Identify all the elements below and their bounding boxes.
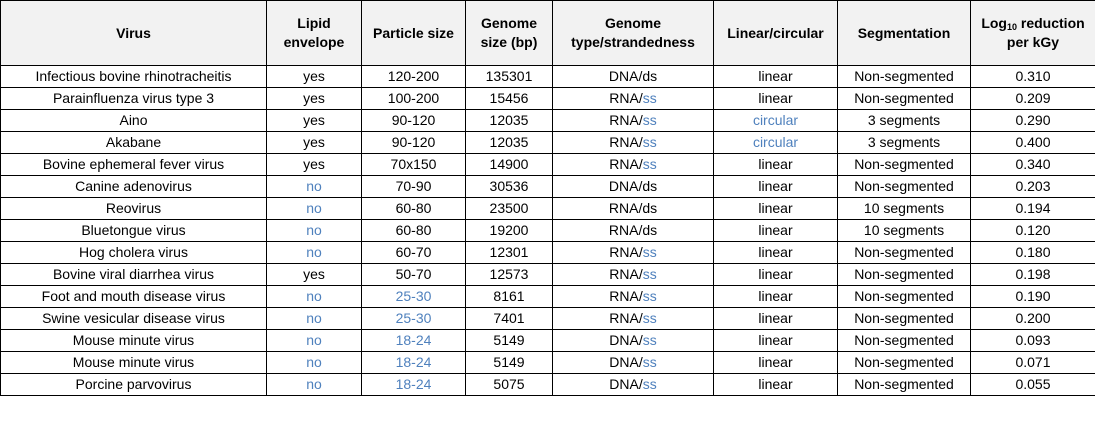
genome-type-text: DNA <box>609 332 639 348</box>
cell-log-reduction: 0.190 <box>971 286 1095 308</box>
cell-genome-type: RNA/ss <box>553 286 714 308</box>
cell-genome-size: 12035 <box>466 110 553 132</box>
table-row <box>1 264 1095 286</box>
cell-particle-size: 60-80 <box>362 220 466 242</box>
cell-lipid-envelope: no <box>267 330 362 352</box>
cell-linear-circular: linear <box>714 198 838 220</box>
cell-virus: Infectious bovine rhinotracheitis <box>1 66 267 88</box>
genome-type-text: RNA <box>609 266 639 282</box>
cell-segmentation: Non-segmented <box>838 66 971 88</box>
cell-virus: Bovine ephemeral fever virus <box>1 154 267 176</box>
cell-linear-circular: linear <box>714 330 838 352</box>
cell-genome-size: 19200 <box>466 220 553 242</box>
cell-genome-type: DNA/ds <box>553 66 714 88</box>
table-body <box>1 66 1095 396</box>
cell-virus: Porcine parvovirus <box>1 374 267 396</box>
cell-lipid-envelope: no <box>267 176 362 198</box>
cell-genome-type: RNA/ss <box>553 308 714 330</box>
cell-lipid-envelope: yes <box>267 110 362 132</box>
genome-type-text: DNA <box>609 354 639 370</box>
genome-type-text: RNA <box>608 200 639 216</box>
cell-virus: Foot and mouth disease virus <box>1 286 267 308</box>
cell-particle-size: 90-120 <box>362 110 466 132</box>
cell-segmentation: 3 segments <box>838 132 971 154</box>
header-genome-size: Genome size (bp) <box>466 1 553 66</box>
cell-particle-size: 60-70 <box>362 242 466 264</box>
header-log-suffix: reduction per kGy <box>1006 15 1085 50</box>
cell-lipid-envelope: no <box>267 242 362 264</box>
strandedness-text: ss <box>642 134 657 150</box>
table-row <box>1 66 1095 88</box>
table-row <box>1 242 1095 264</box>
cell-log-reduction: 0.180 <box>971 242 1095 264</box>
header-genome-type: Genome type/strandedness <box>553 1 714 66</box>
cell-log-reduction: 0.071 <box>971 352 1095 374</box>
cell-genome-type: DNA/ds <box>553 176 714 198</box>
genome-type-text: DNA <box>609 376 639 392</box>
cell-segmentation: Non-segmented <box>838 88 971 110</box>
cell-genome-type: RNA/ss <box>553 264 714 286</box>
genome-type-text: DNA <box>608 178 639 194</box>
cell-virus: Bluetongue virus <box>1 220 267 242</box>
genome-type-text: RNA <box>609 112 639 128</box>
strandedness-text: ss <box>642 90 657 106</box>
cell-genome-size: 12035 <box>466 132 553 154</box>
genome-type-text: RNA <box>609 90 639 106</box>
cell-genome-type: RNA/ss <box>553 154 714 176</box>
strandedness-text: ds <box>642 178 658 194</box>
cell-particle-size: 18-24 <box>362 374 466 396</box>
table-row <box>1 198 1095 220</box>
cell-log-reduction: 0.400 <box>971 132 1095 154</box>
cell-segmentation: 10 segments <box>838 220 971 242</box>
cell-linear-circular: linear <box>714 374 838 396</box>
cell-segmentation: 10 segments <box>838 198 971 220</box>
cell-genome-size: 12573 <box>466 264 553 286</box>
strandedness-text: ss <box>642 266 657 282</box>
table-header <box>1 1 1095 66</box>
cell-lipid-envelope: no <box>267 352 362 374</box>
cell-linear-circular: linear <box>714 352 838 374</box>
cell-particle-size: 70-90 <box>362 176 466 198</box>
table-row <box>1 154 1095 176</box>
cell-segmentation: Non-segmented <box>838 330 971 352</box>
strandedness-text: ss <box>642 156 657 172</box>
cell-segmentation: Non-segmented <box>838 352 971 374</box>
cell-segmentation: Non-segmented <box>838 374 971 396</box>
cell-particle-size: 120-200 <box>362 66 466 88</box>
table-row <box>1 352 1095 374</box>
genome-type-text: RNA <box>609 310 639 326</box>
cell-genome-type: RNA/ss <box>553 132 714 154</box>
cell-segmentation: Non-segmented <box>838 154 971 176</box>
cell-particle-size: 70x150 <box>362 154 466 176</box>
cell-segmentation: Non-segmented <box>838 308 971 330</box>
cell-genome-size: 8161 <box>466 286 553 308</box>
strandedness-text: ds <box>642 222 658 238</box>
cell-genome-type: DNA/ss <box>553 352 714 374</box>
cell-linear-circular: linear <box>714 66 838 88</box>
cell-particle-size: 50-70 <box>362 264 466 286</box>
table-row <box>1 110 1095 132</box>
cell-genome-type: DNA/ss <box>553 374 714 396</box>
cell-virus: Reovirus <box>1 198 267 220</box>
cell-virus: Hog cholera virus <box>1 242 267 264</box>
cell-linear-circular: linear <box>714 220 838 242</box>
header-row <box>1 1 1095 66</box>
header-log-reduction <box>971 1 1095 66</box>
cell-particle-size: 60-80 <box>362 198 466 220</box>
header-lipid-envelope: Lipid envelope <box>267 1 362 66</box>
cell-genome-size: 7401 <box>466 308 553 330</box>
cell-lipid-envelope: yes <box>267 132 362 154</box>
header-log-subscript: 10 <box>1006 22 1017 32</box>
cell-virus: Bovine viral diarrhea virus <box>1 264 267 286</box>
cell-segmentation: Non-segmented <box>838 176 971 198</box>
header-log-prefix: Log <box>981 15 1007 31</box>
cell-genome-type: RNA/ds <box>553 220 714 242</box>
cell-virus: Swine vesicular disease virus <box>1 308 267 330</box>
table-row <box>1 220 1095 242</box>
cell-segmentation: 3 segments <box>838 110 971 132</box>
cell-linear-circular: linear <box>714 242 838 264</box>
cell-virus: Mouse minute virus <box>1 330 267 352</box>
cell-linear-circular: circular <box>714 132 838 154</box>
cell-genome-type: RNA/ds <box>553 198 714 220</box>
cell-log-reduction: 0.340 <box>971 154 1095 176</box>
strandedness-text: ds <box>642 200 658 216</box>
cell-particle-size: 18-24 <box>362 352 466 374</box>
cell-log-reduction: 0.209 <box>971 88 1095 110</box>
cell-lipid-envelope: no <box>267 220 362 242</box>
header-linear-circular: Linear/circular <box>714 1 838 66</box>
cell-genome-size: 135301 <box>466 66 553 88</box>
header-segmentation: Segmentation <box>838 1 971 66</box>
table-row <box>1 286 1095 308</box>
table-row <box>1 374 1095 396</box>
cell-log-reduction: 0.194 <box>971 198 1095 220</box>
cell-lipid-envelope: no <box>267 286 362 308</box>
table-row <box>1 88 1095 110</box>
strandedness-text: ds <box>642 68 658 84</box>
cell-particle-size: 18-24 <box>362 330 466 352</box>
cell-log-reduction: 0.120 <box>971 220 1095 242</box>
strandedness-text: ss <box>642 112 657 128</box>
cell-genome-type: RNA/ss <box>553 242 714 264</box>
cell-virus: Akabane <box>1 132 267 154</box>
cell-particle-size: 90-120 <box>362 132 466 154</box>
cell-linear-circular: linear <box>714 308 838 330</box>
cell-lipid-envelope: no <box>267 308 362 330</box>
cell-linear-circular: circular <box>714 110 838 132</box>
table-row <box>1 330 1095 352</box>
cell-log-reduction: 0.203 <box>971 176 1095 198</box>
genome-type-text: RNA <box>609 288 639 304</box>
cell-genome-size: 30536 <box>466 176 553 198</box>
genome-type-text: RNA <box>609 156 639 172</box>
cell-particle-size: 25-30 <box>362 308 466 330</box>
cell-linear-circular: linear <box>714 264 838 286</box>
cell-virus: Canine adenovirus <box>1 176 267 198</box>
cell-log-reduction: 0.290 <box>971 110 1095 132</box>
cell-lipid-envelope: no <box>267 198 362 220</box>
cell-log-reduction: 0.198 <box>971 264 1095 286</box>
header-particle-size: Particle size <box>362 1 466 66</box>
strandedness-text: ss <box>642 376 657 392</box>
cell-linear-circular: linear <box>714 176 838 198</box>
cell-lipid-envelope: yes <box>267 88 362 110</box>
cell-genome-type: DNA/ss <box>553 330 714 352</box>
genome-type-text: RNA <box>609 244 639 260</box>
cell-genome-size: 12301 <box>466 242 553 264</box>
cell-log-reduction: 0.093 <box>971 330 1095 352</box>
cell-genome-size: 5075 <box>466 374 553 396</box>
cell-lipid-envelope: yes <box>267 154 362 176</box>
cell-genome-size: 5149 <box>466 330 553 352</box>
cell-lipid-envelope: yes <box>267 264 362 286</box>
cell-genome-size: 23500 <box>466 198 553 220</box>
cell-lipid-envelope: yes <box>267 66 362 88</box>
genome-type-text: DNA <box>608 68 639 84</box>
strandedness-text: ss <box>642 310 657 326</box>
cell-virus: Parainfluenza virus type 3 <box>1 88 267 110</box>
cell-log-reduction: 0.200 <box>971 308 1095 330</box>
cell-lipid-envelope: no <box>267 374 362 396</box>
cell-linear-circular: linear <box>714 154 838 176</box>
strandedness-text: ss <box>642 354 657 370</box>
genome-type-text: RNA <box>609 134 639 150</box>
cell-particle-size: 100-200 <box>362 88 466 110</box>
cell-genome-size: 15456 <box>466 88 553 110</box>
genome-type-text: RNA <box>608 222 639 238</box>
table-row <box>1 176 1095 198</box>
cell-particle-size: 25-30 <box>362 286 466 308</box>
cell-segmentation: Non-segmented <box>838 264 971 286</box>
table-row <box>1 308 1095 330</box>
strandedness-text: ss <box>642 288 657 304</box>
header-virus: Virus <box>1 1 267 66</box>
cell-linear-circular: linear <box>714 286 838 308</box>
cell-log-reduction: 0.055 <box>971 374 1095 396</box>
cell-genome-type: RNA/ss <box>553 110 714 132</box>
cell-genome-type: RNA/ss <box>553 88 714 110</box>
cell-segmentation: Non-segmented <box>838 286 971 308</box>
cell-log-reduction: 0.310 <box>971 66 1095 88</box>
cell-virus: Mouse minute virus <box>1 352 267 374</box>
strandedness-text: ss <box>642 332 657 348</box>
cell-genome-size: 14900 <box>466 154 553 176</box>
cell-virus: Aino <box>1 110 267 132</box>
cell-segmentation: Non-segmented <box>838 242 971 264</box>
strandedness-text: ss <box>642 244 657 260</box>
cell-linear-circular: linear <box>714 88 838 110</box>
table-row <box>1 132 1095 154</box>
cell-genome-size: 5149 <box>466 352 553 374</box>
